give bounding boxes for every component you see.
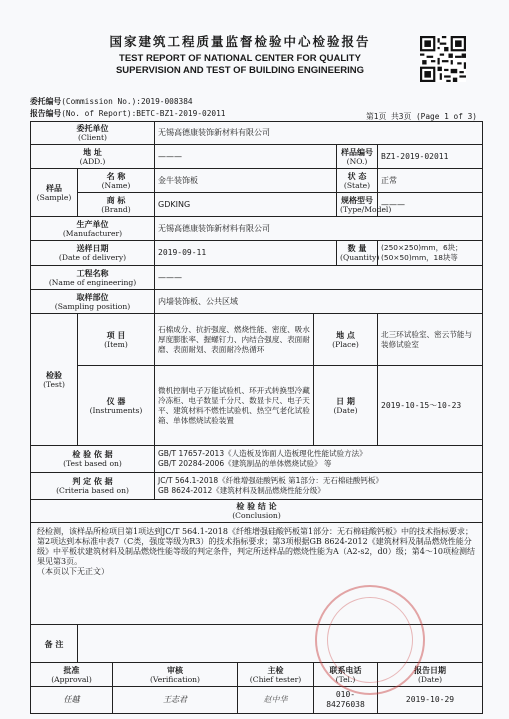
report-title-en — [60, 53, 420, 77]
row-criteria — [31, 473, 483, 500]
report-date-value: 2019-10-29 — [378, 687, 483, 714]
manufacturer-value: 无锡高德康装饰新材料有限公司 — [155, 217, 483, 241]
row-sample-name — [31, 169, 483, 193]
commission-number: 委托编号(Commission No.):2019-008384 — [30, 97, 193, 106]
place-label: 地 点 (Place) — [314, 314, 378, 366]
criteria-label: 判 定 依 据 (Criteria based on) — [31, 473, 155, 500]
page-indicator: 第1页 共3页 (Page 1 of 3) — [366, 112, 477, 121]
remarks-label: 备 注 — [31, 625, 78, 663]
brand-label: 商 标 (Brand) — [78, 193, 155, 217]
report-title-cn: 国家建筑工程质量监督检验中心检验报告 — [109, 34, 371, 49]
verification-signature: 王志君 — [113, 687, 238, 714]
client-label: 委托单位 (Client) — [31, 122, 155, 145]
row-client — [31, 122, 483, 145]
verification-label: 审核 (Verification) — [113, 663, 238, 687]
delivery-value: 2019-09-11 — [155, 241, 337, 266]
row-test-item — [31, 314, 483, 366]
tel-label: 联系电话 (Tel.) — [314, 663, 378, 687]
report-date-label: 报告日期 (Date) — [378, 663, 483, 687]
row-address — [31, 145, 483, 169]
chief-tester-signature: 赵中华 — [238, 687, 314, 714]
date-label: 日 期 (Date) — [314, 366, 378, 446]
item-value: 石棉成分、抗折强度、燃烧性能、密度、吸水厚度膨胀率、握螺钉力、内结合强度、表面耐磨、表面耐划、表面耐冷热循环 — [155, 314, 314, 366]
test-basis-value: GB/T 17657-2013《人造板及饰面人造板理化性能试验方法》 GB/T 20284-2006《建筑制品的单体燃烧试验》 等 — [155, 446, 483, 473]
type-model-value: ——— — [378, 193, 483, 217]
row-engineering — [31, 266, 483, 290]
row-instruments — [31, 366, 483, 446]
manufacturer-label: 生产单位 (Manufacturer) — [31, 217, 155, 241]
instruments-value: 微机控制电子万能试验机、环开式转换型冷藏冷冻柜、电子数显千分尺、数显卡尺、电子天平、建筑材料不燃性试验机、热空气老化试验箱、单体燃烧试验装置 — [155, 366, 314, 446]
place-value: 北三环试验室、密云节能与装修试验室 — [378, 314, 483, 366]
address-value: ——— — [155, 145, 337, 169]
row-brand — [31, 193, 483, 217]
row-manufacturer — [31, 217, 483, 241]
qr-code-icon — [420, 36, 466, 82]
test-label: 检验 (Test) — [31, 314, 78, 446]
sample-no-label: 样品编号 (NO.) — [337, 145, 378, 169]
engineering-label: 工程名称 (Name of engineering) — [31, 266, 155, 290]
quantity-value: (250×250)mm，6块； (50×50)mm，18块等 — [378, 241, 483, 266]
engineering-value: ——— — [155, 266, 483, 290]
report-title-en-line1: TEST REPORT OF NATIONAL CENTER FOR QUALITY — [119, 53, 361, 64]
delivery-label: 送样日期 (Date of delivery) — [31, 241, 155, 266]
row-conclusion-title — [31, 500, 483, 523]
date-value: 2019-10-15～10-23 — [378, 366, 483, 446]
seal-inner-ring — [327, 597, 413, 683]
official-seal-icon — [315, 585, 425, 695]
quantity-label: 数 量 (Quantity) — [337, 241, 378, 266]
criteria-value: JC/T 564.1-2018《纤维增强硅酸钙板 第1部分：无石棉硅酸钙板》 GB 8624-2012《建筑材料及制品燃烧性能分级》 — [155, 473, 483, 500]
test-basis-label: 检 验 依 据 (Test based on) — [31, 446, 155, 473]
type-model-label: 规格型号 (Type/Model) — [337, 193, 378, 217]
row-delivery — [31, 241, 483, 266]
position-value: 内墙装饰板、公共区域 — [155, 290, 483, 314]
approval-signature: 任越 — [31, 687, 113, 714]
position-label: 取样部位 (Sampling position) — [31, 290, 155, 314]
state-label: 状 态 (State) — [337, 169, 378, 193]
name-label: 名 称 (Name) — [78, 169, 155, 193]
item-label: 项 目 (Item) — [78, 314, 155, 366]
state-value: 正常 — [378, 169, 483, 193]
sample-label: 样品 (Sample) — [31, 169, 78, 217]
row-footer-values — [31, 687, 483, 714]
address-label: 地 址 (ADD.) — [31, 145, 155, 169]
row-test-basis — [31, 446, 483, 473]
report-number: 报告编号(No. of Report):BETC-BZ1-2019-02011 — [30, 109, 226, 118]
row-position — [31, 290, 483, 314]
sample-no-value: BZ1-2019-02011 — [378, 145, 483, 169]
conclusion-note: （本页以下无正文） — [37, 567, 109, 576]
conclusion-text: 经检测，该样品所检项目第1项达到JC/T 564.1-2018《纤维增强硅酸钙板第1部分：无石棉硅酸钙板》中的技术指标要求；第2项达到本标准中表7（C类，强度等级为R3）的技术指标要求；第3项根据GB 8624-2012《建筑材料及制品燃烧性能分级》中平板状建筑材料及制品燃烧性能等级的判定条件，判定所送样品的燃烧性能为A（A2-s2，d0）级；第4～10项检测结果见第3页。 — [37, 527, 476, 566]
approval-label: 批准 (Approval) — [31, 663, 113, 687]
conclusion-title: 检 验 结 论 (Conclusion) — [31, 500, 483, 523]
tel-value: 010-84276038 — [314, 687, 378, 714]
chief-tester-label: 主检 (Chief tester) — [238, 663, 314, 687]
report-title-en-line2: SUPERVISION AND TEST OF BUILDING ENGINEERING — [115, 65, 365, 76]
brand-value: GDKING — [155, 193, 337, 217]
instruments-label: 仪 器 (Instruments) — [78, 366, 155, 446]
name-value: 金牛装饰板 — [155, 169, 337, 193]
client-value: 无锡高德康装饰新材料有限公司 — [155, 122, 483, 145]
